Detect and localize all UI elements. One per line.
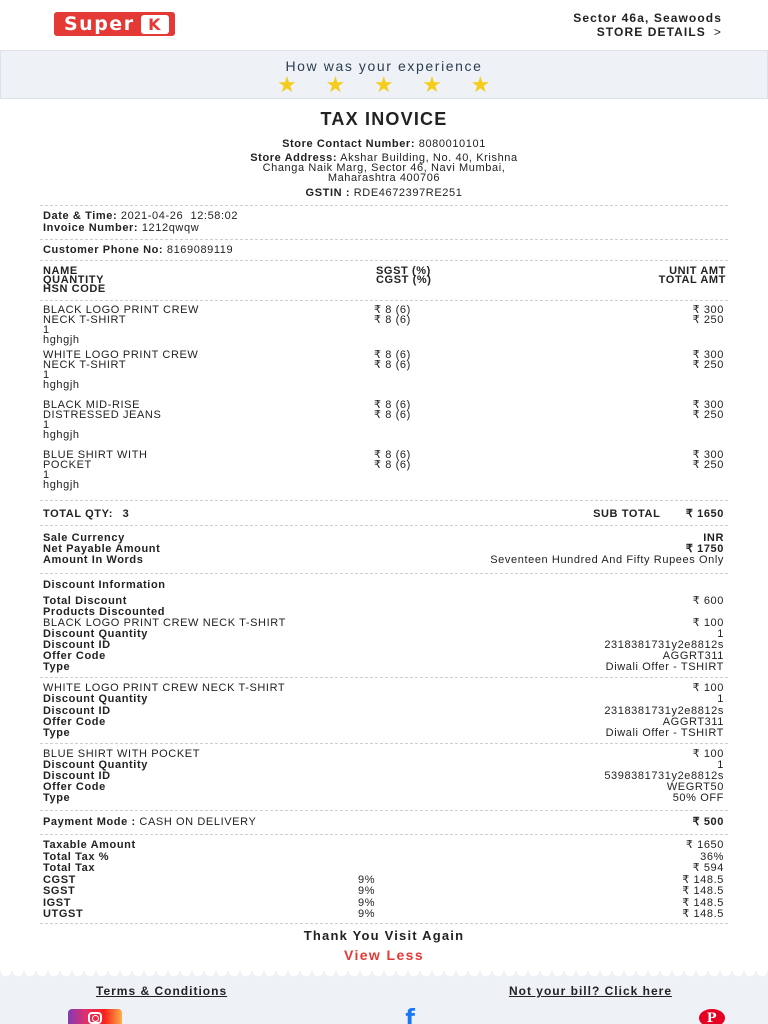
net-payable-label: Net Payable Amount [43,543,161,556]
gstin-value: RDE4672397RE251 [353,187,463,199]
discount-type-value: Diwali Offer - TSHIRT [605,726,724,739]
not-your-bill-link[interactable]: Not your bill? Click here [508,983,672,998]
col-tax [376,267,516,294]
discount-entry [0,618,768,673]
experience-rating [0,50,768,99]
store-address [0,153,768,183]
taxable-row [0,840,768,852]
item-amount [514,350,724,400]
tax-line-amount: ₹ 148.5 [682,896,724,909]
logo-badge: K [141,15,169,34]
facebook-icon[interactable]: f [405,1005,416,1024]
items-table-header [0,267,768,294]
item-name [43,305,374,350]
discount-type-row [0,793,768,804]
discount-qty-label: Discount Quantity [43,693,148,706]
sub-total-label: SUB TOTAL [593,508,661,520]
tax-line-amount: ₹ 148.5 [682,873,724,886]
amount-words-row [0,555,768,566]
customer-phone-value: 8169089119 [166,244,234,256]
address-line-2: Changa Naik Marg, Sector 46, Navi Mumbai, [262,162,506,174]
item-unit-amt: ₹ 300 [692,399,724,411]
store-contact-block [0,138,768,199]
address-line-3: Maharashtra 400706 [327,172,441,184]
item-qty: 1 [43,369,50,381]
tax-line-row [0,898,768,910]
taxable-value: ₹ 1650 [685,839,724,852]
discount-qty-value: 1 [717,758,724,771]
payment-mode-value: CASH ON DELIVERY [139,816,257,829]
offer-code-label: Offer Code [43,715,106,728]
col-name [43,267,376,294]
discount-amount: ₹ 100 [692,747,724,760]
divider [40,677,728,678]
discount-type-label: Type [43,661,71,674]
header-hsn: HSN CODE [43,283,106,295]
item-name-line2: DISTRESSED JEANS [43,409,162,421]
logo-text: Super [64,13,135,35]
tax-summary [0,835,768,921]
item-amount [514,450,724,494]
item-sgst: ₹ 8 (6) [374,349,411,361]
discount-product: BLACK LOGO PRINT CREW NECK T-SHIRT [43,616,286,629]
total-tax-label: Total Tax [43,862,96,875]
item-cgst: ₹ 8 (6) [374,314,411,326]
item-qty: 1 [43,324,50,336]
invoice-number-label: Invoice Number: [43,221,139,234]
products-discounted-label: Products Discounted [43,605,166,618]
discount-id-value: 2318381731y2e8812s [604,704,724,717]
header [0,0,768,50]
item-name-line2: NECK T-SHIRT [43,314,127,326]
total-tax-value: ₹ 594 [692,862,724,875]
total-tax-pct-label: Total Tax % [43,850,110,863]
item-name-line1: BLACK MID-RISE [43,399,141,411]
item-qty: 1 [43,419,50,431]
table-row [0,450,768,494]
total-discount-value: ₹ 600 [692,594,724,607]
item-tax [374,305,514,350]
total-qty-value: 3 [122,508,130,520]
store-contact [0,138,768,151]
discount-entry [0,683,768,738]
invoice-number-row [43,223,724,235]
discount-type-row [0,728,768,739]
item-name [43,350,374,400]
tax-line-pct: 9% [358,896,376,909]
item-cgst: ₹ 8 (6) [374,409,411,421]
discount-type-value: 50% OFF [672,792,724,805]
offer-code-label: Offer Code [43,650,106,663]
item-name-line2: POCKET [43,459,92,471]
divider [40,300,728,301]
footer [0,979,768,1024]
discount-qty-label: Discount Quantity [43,627,148,640]
table-row [0,350,768,400]
star-icon-4[interactable]: ★ [422,72,443,97]
discount-info [0,574,768,805]
tax-line-name: IGST [43,896,72,909]
item-qty: 1 [43,469,50,481]
discount-id-label: Discount ID [43,770,111,783]
discount-type-label: Type [43,792,71,805]
super-k-logo[interactable] [54,12,175,36]
tax-line-amount: ₹ 148.5 [682,885,724,898]
item-unit-amt: ₹ 300 [692,304,724,316]
total-tax-pct-row [0,852,768,864]
discount-entry [0,749,768,804]
total-qty-label: TOTAL QTY: [43,508,113,520]
payment-summary [0,526,768,567]
discount-type-label: Type [43,726,71,739]
item-total-amt: ₹ 250 [692,409,724,421]
datetime-value: 2021-04-26 12:58:02 [120,210,239,222]
discount-amount: ₹ 100 [692,616,724,629]
star-icon-3[interactable]: ★ [373,72,395,97]
item-tax [374,450,514,494]
payment-mode-label: Payment Mode : [43,816,136,829]
discount-id-row [0,640,768,651]
wave-divider [0,971,768,979]
customer-phone-label: Customer Phone No: [43,244,164,256]
total-discount-label: Total Discount [43,594,127,607]
header-total-amt: TOTAL AMT [658,274,726,286]
item-amount [514,305,724,350]
item-sgst: ₹ 8 (6) [374,449,411,461]
discount-heading-row [0,580,768,591]
header-unit-amt: UNIT AMT [669,265,726,277]
discount-type-value: Diwali Offer - TSHIRT [605,661,724,674]
discount-qty-label: Discount Quantity [43,758,148,771]
address-label: Store Address: [250,152,338,164]
rating-title: How was your experience [285,58,483,74]
item-hsn: hghgjh [43,479,80,491]
header-quantity: QUANTITY [43,274,105,286]
item-tax [374,400,514,450]
star-rating [1,72,767,97]
item-cgst: ₹ 8 (6) [374,359,411,371]
social-links [0,998,768,1024]
payment-amount: ₹ 500 [692,816,724,829]
item-sgst: ₹ 8 (6) [374,304,411,316]
offer-code-row [0,782,768,793]
taxable-label: Taxable Amount [43,839,136,852]
tax-line-name: UTGST [43,908,84,921]
discount-amount: ₹ 100 [692,682,724,695]
datetime-label: Date & Time: [43,210,118,222]
footer-links [0,979,768,998]
tax-line-row [0,886,768,898]
tax-line-amount: ₹ 148.5 [682,908,724,921]
contact-label: Store Contact Number: [282,138,416,150]
payment-mode-row [0,811,768,828]
discount-id-value: 2318381731y2e8812s [604,639,724,652]
pinterest-icon[interactable]: P [699,1009,725,1024]
tax-line-row [0,875,768,887]
discount-qty-row [0,694,768,705]
item-name-line1: BLUE SHIRT WITH [43,449,148,461]
item-name-line2: NECK T-SHIRT [43,359,127,371]
item-total-amt: ₹ 250 [692,459,724,471]
offer-code-value: AGGRT311 [662,715,724,728]
store-details-link[interactable] [573,25,722,39]
address-line-1: Akshar Building, No. 40, Krishna [340,152,518,164]
discount-heading: Discount Information [43,578,166,591]
item-unit-amt: ₹ 300 [692,449,724,461]
item-total-amt: ₹ 250 [692,359,724,371]
tax-line-name: CGST [43,873,76,886]
item-hsn: hghgjh [43,429,80,441]
tax-line-pct: 9% [358,885,376,898]
sale-currency-label: Sale Currency [43,532,125,544]
sale-currency-value: INR [703,532,724,544]
thank-you-message: Thank You Visit Again [303,927,465,943]
tax-line-pct: 9% [358,908,376,921]
item-sgst: ₹ 8 (6) [374,399,411,411]
store-details-label: STORE DETAILS [596,25,706,39]
col-amount [516,267,726,294]
totals-row [0,501,768,520]
payment-mode [43,817,256,828]
table-row [0,400,768,450]
star-icon-5[interactable]: ★ [470,72,491,97]
discount-id-value: 5398381731y2e8812s [604,770,724,783]
discount-product: WHITE LOGO PRINT CREW NECK T-SHIRT [43,682,286,695]
invoice-number-value: 1212qwqw [141,221,200,234]
item-name-line1: BLACK LOGO PRINT CREW [43,304,200,316]
contact-value: 8080010101 [418,138,486,150]
divider [40,743,728,744]
instagram-icon[interactable] [68,1009,122,1024]
header-sgst: SGST (%) [376,265,431,277]
total-tax-row [0,863,768,875]
sub-total [593,509,724,520]
item-total-amt: ₹ 250 [692,314,724,326]
invoice-title: TAX INOVICE [320,109,448,129]
amount-words-label: Amount In Words [43,554,144,567]
item-unit-amt: ₹ 300 [692,349,724,361]
offer-code-value: WEGRT50 [666,781,724,794]
terms-link[interactable]: Terms & Conditions [96,983,228,998]
tax-line-name: SGST [43,885,76,898]
item-name-line1: WHITE LOGO PRINT CREW [43,349,199,361]
store-location: Sector 46a, Seawoods [573,11,722,25]
item-name [43,400,374,450]
store-info [573,12,722,39]
net-payable-value: ₹ 1750 [685,543,724,556]
divider [40,260,728,261]
discount-id-row [0,706,768,717]
offer-code-value: AGGRT311 [662,650,724,663]
chevron-right-icon: > [713,25,722,39]
amount-words-value: Seventeen Hundred And Fifty Rupees Only [490,554,724,567]
star-icon-2[interactable]: ★ [325,72,346,97]
customer-phone-row [0,240,768,256]
item-amount [514,400,724,450]
discount-id-label: Discount ID [43,639,111,652]
discount-id-label: Discount ID [43,704,111,717]
item-hsn: hghgjh [43,379,80,391]
header-name: NAME [43,265,78,277]
total-tax-pct-value: 36% [700,850,724,863]
gstin-label: GSTIN : [305,187,351,199]
tax-line-row [0,909,768,921]
item-hsn: hghgjh [43,334,80,346]
discount-product: BLUE SHIRT WITH POCKET [43,747,201,760]
sub-total-value: ₹ 1650 [685,508,724,520]
discount-qty-value: 1 [717,627,724,640]
divider [40,923,728,924]
item-name [43,450,374,494]
star-icon-1[interactable]: ★ [277,72,298,97]
item-cgst: ₹ 8 (6) [374,459,411,471]
offer-code-label: Offer Code [43,781,106,794]
discount-type-row [0,662,768,673]
invoice-meta [0,206,768,234]
items-table-body [0,305,768,494]
header-cgst: CGST (%) [376,274,432,286]
gstin [0,187,768,199]
tax-line-pct: 9% [358,873,376,886]
view-less-button[interactable]: View Less [343,946,425,963]
table-row [0,305,768,350]
discount-id-row [0,771,768,782]
item-tax [374,350,514,400]
discount-qty-value: 1 [717,693,724,706]
total-qty [43,509,129,520]
